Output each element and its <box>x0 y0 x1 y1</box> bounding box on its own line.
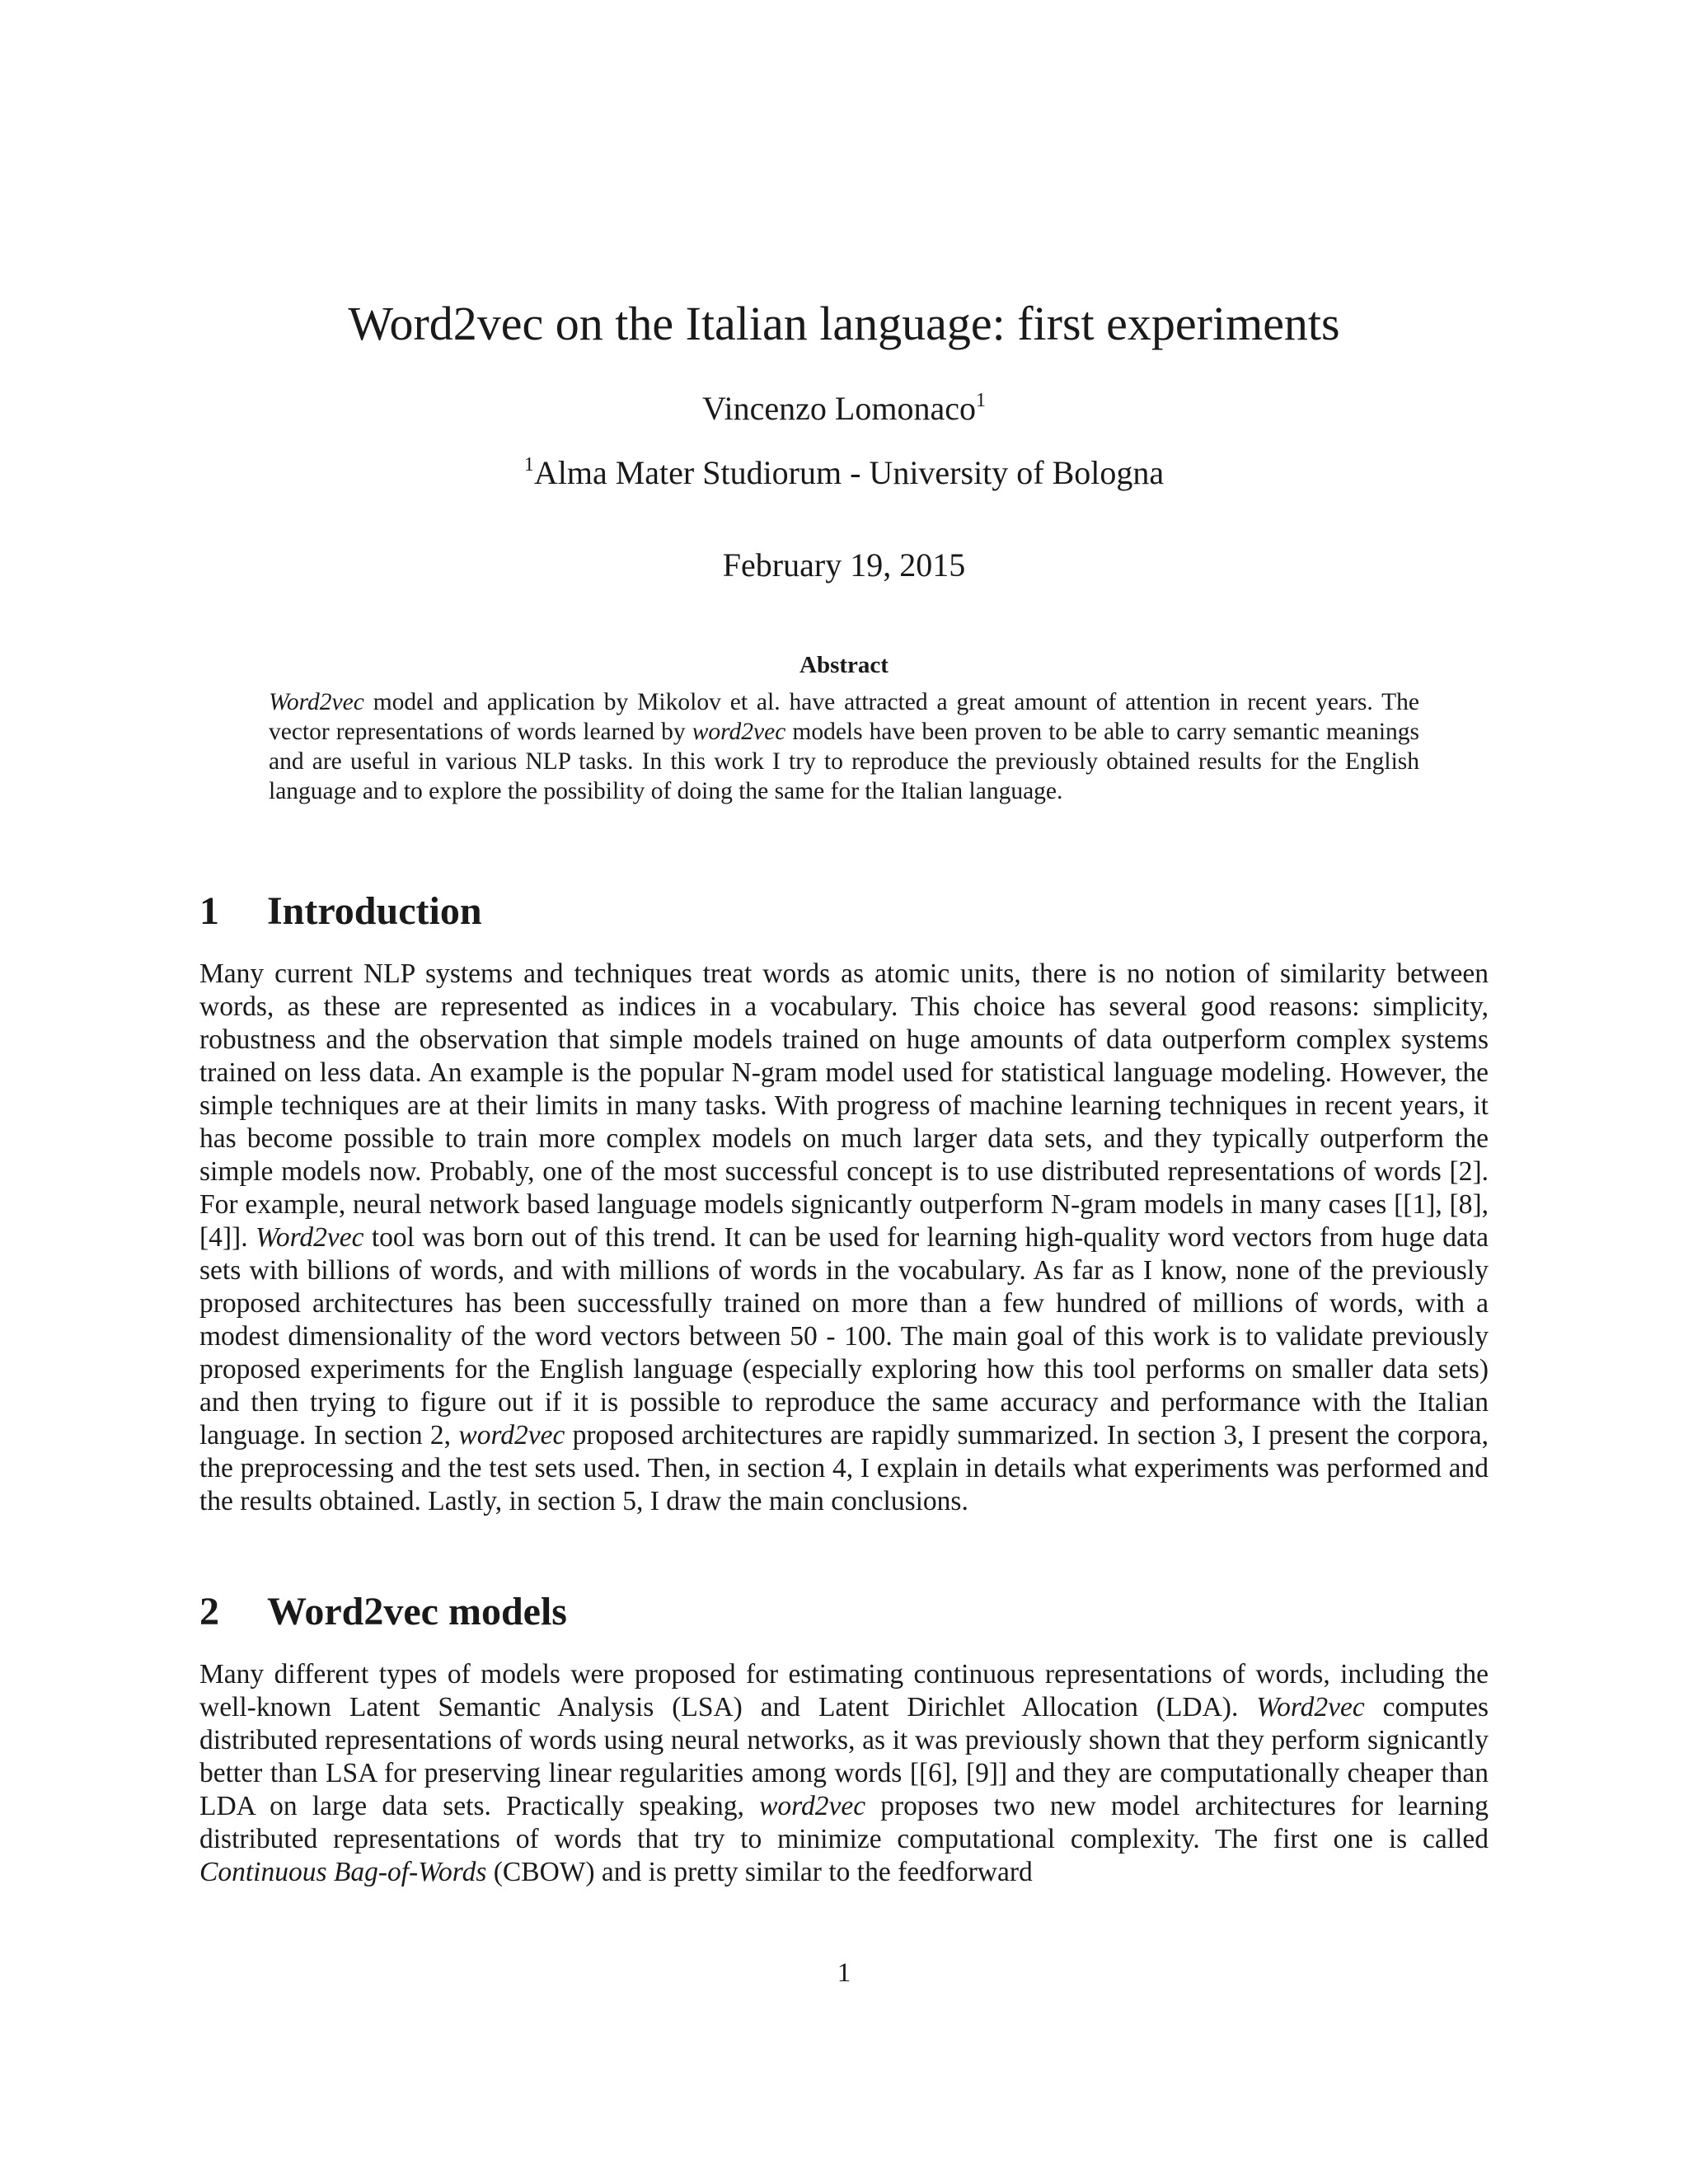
section-title: Introduction <box>267 889 482 933</box>
affiliation-line <box>0 452 1688 494</box>
paragraph-segment: proposes two new model architectures for learning distributed representations of words that try to minimize computational complexity. The first one is called <box>199 1791 1489 1854</box>
section-number: 2 <box>199 1590 219 1633</box>
author-name: Vincenzo Lomonaco <box>702 390 976 427</box>
author-affiliation-mark: 1 <box>975 390 986 411</box>
paragraph-segment: Many current NLP systems and techniques treat words as atomic units, there is no notion of similarity between words, as these are represented as indices in a vocabulary. This choice has several good reasons: simplicity, robustness and the observation that simple models trained on huge amounts of data outperform complex systems trained on less data. An example is the popular N-gram model used for statistical language modeling. However, the simple techniques are at their limits in many tasks. With progress of machine learning techniques in recent years, it has become possible to train more complex models on much larger data sets, and they typically outperform the simple models now. Probably, one of the most successful concept is to use distributed representations of words [2]. For example, neural network based language models signicantly outperform N-gram models in many cases [[1], [8], [4]]. <box>199 958 1489 1253</box>
section-heading-introduction <box>199 887 482 936</box>
paragraph-segment: tool was born out of this trend. It can be used for learning high-quality word vectors from huge data sets with billions of words, and with millions of words in the vocabulary. As far as I know, none of the previously proposed architectures has been successfully trained on more than a few hundred of millions of words, with a modest dimensionality of the word vectors between 50 - 100. The main goal of this work is to validate previously proposed experiments for the English language (especially exploring how this tool performs on smaller data sets) and then trying to figure out if it is possible to reproduce the same accuracy and performance with the Italian language. In section 2, <box>199 1222 1489 1451</box>
paragraph-italic: word2vec <box>458 1420 565 1451</box>
paragraph-segment: computes distributed representations of words using neural networks, as it was previously shown that they perform signicantly better than LSA for preserving linear regularities among words [[6], [9]] and they are computationally cheaper than LDA on large data sets. Practically speaking, <box>199 1692 1489 1821</box>
section-title: Word2vec models <box>267 1590 567 1633</box>
abstract-text-italic: Word2vec <box>269 689 364 715</box>
section-number: 1 <box>199 889 219 933</box>
paragraph-segment: (CBOW) and is pretty similar to the feedforward <box>486 1857 1033 1887</box>
introduction-paragraph <box>199 958 1489 1518</box>
paragraph-italic: Continuous Bag-of-Words <box>199 1857 487 1887</box>
paragraph-italic: Word2vec <box>1256 1692 1365 1722</box>
page-number: 1 <box>837 1958 851 1988</box>
affiliation-mark: 1 <box>523 454 534 476</box>
paragraph-segment: proposed architectures are rapidly summarized. In section 3, I present the corpora, the preprocessing and the test sets used. Then, in section 4, I explain in details what experiments was performed and the results obtained. Lastly, in section 5, I draw the main conclusions. <box>199 1420 1489 1516</box>
abstract-text-segment: models have been proven to be able to carry semantic meanings and are useful in various NLP tasks. In this work I try to reproduce the previously obtained results for the English language and to explore the possibility of doing the same for the Italian language. <box>269 719 1419 804</box>
paragraph-italic: word2vec <box>759 1791 866 1821</box>
paper-title: Word2vec on the Italian language: first experiments <box>348 297 1340 350</box>
abstract-text <box>269 687 1419 806</box>
author-line <box>0 387 1688 430</box>
abstract-text-italic: word2vec <box>692 719 786 745</box>
paragraph-italic: Word2vec <box>255 1222 364 1253</box>
paragraph-segment: Many different types of models were proposed for estimating continuous representations of words, including the well-known Latent Semantic Analysis (LSA) and Latent Dirichlet Allocation (LDA). <box>199 1659 1489 1722</box>
section-heading-word2vec-models <box>199 1587 567 1637</box>
word2vec-models-paragraph <box>199 1658 1489 1889</box>
affiliation-name: Alma Mater Studiorum - University of Bologna <box>533 454 1165 491</box>
publication-date: February 19, 2015 <box>722 546 966 583</box>
abstract-heading: Abstract <box>799 652 889 678</box>
abstract-text-segment: model and application by Mikolov et al. have attracted a great amount of attention in recent years. The vector representations of words learned by <box>269 689 1419 745</box>
